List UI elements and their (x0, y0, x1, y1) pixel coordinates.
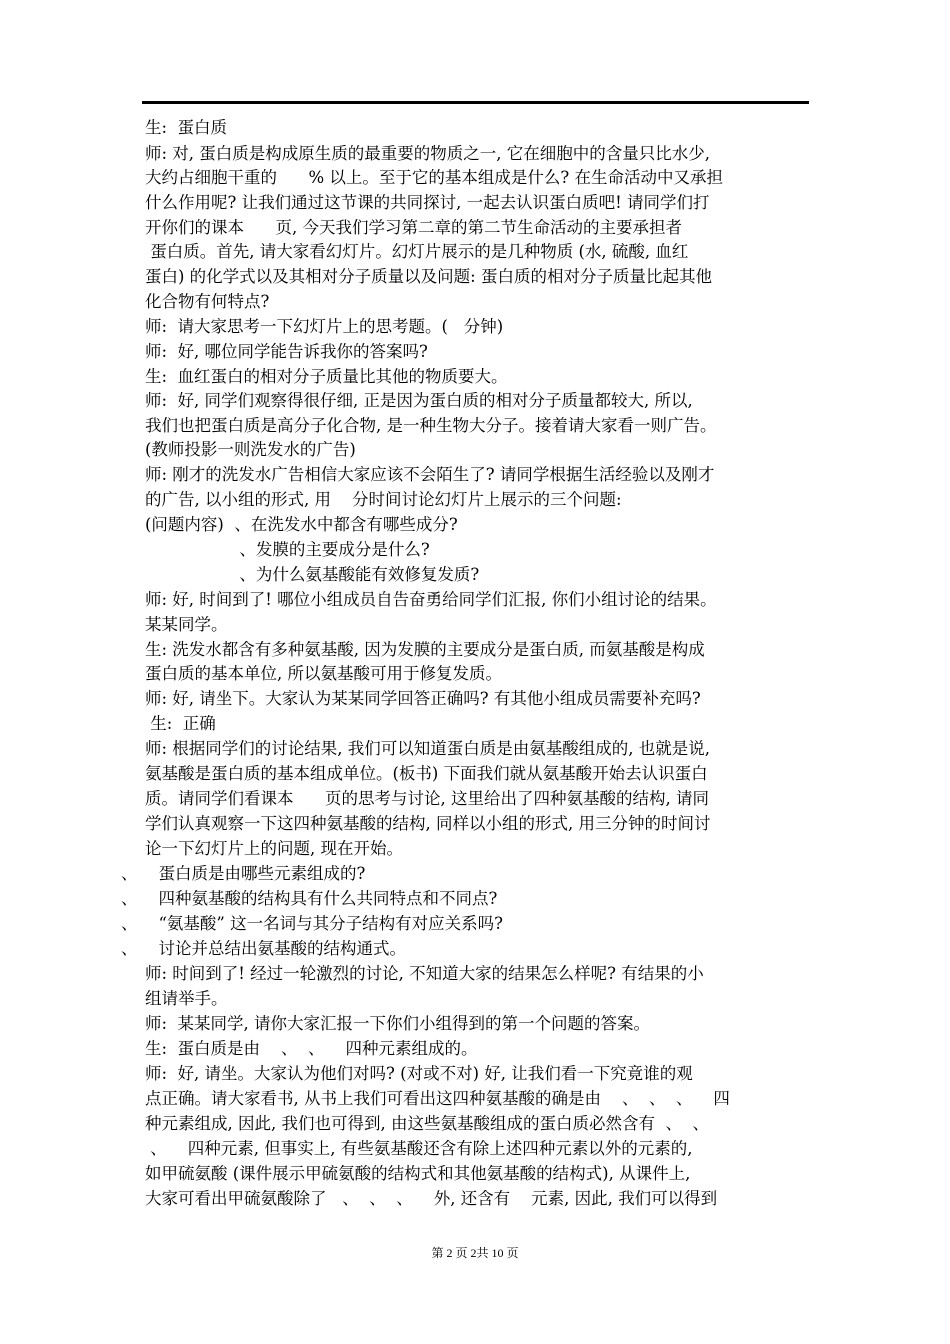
text-line: 蛋白) 的化学式以及其相对分子质量以及问题: 蛋白质的相对分子质量比起其他 (145, 267, 712, 286)
question-item: 、 蛋白质是由哪些元素组成的? (121, 864, 366, 883)
text-line: 生: 正确 (145, 714, 216, 733)
text-line: (教师投影一则洗发水的广告) (145, 440, 356, 459)
text-line: 生: 洗发水都含有多种氨基酸, 因为发膜的主要成分是蛋白质, 而氨基酸是构成 (145, 640, 705, 659)
question-item: 、 “氨基酸” 这一名词与其分子结构有对应关系吗? (121, 914, 503, 933)
text-line: 开你们的课本 页, 今天我们学习第二章的第二节生命活动的主要承担者 (145, 218, 682, 237)
page-footer: 第 2 页 2共 10 页 (431, 1246, 519, 1260)
text-line: 论一下幻灯片上的问题, 现在开始。 (145, 839, 403, 858)
text-line: 我们也把蛋白质是高分子化合物, 是一种生物大分子。接着请大家看一则广告。 (145, 416, 717, 435)
question-item: 、 四种氨基酸的结构具有什么共同特点和不同点? (121, 889, 498, 908)
text-line: 某某同学。 (145, 615, 228, 634)
text-line: 师: 好, 请坐。大家认为他们对吗? (对或不对) 好, 让我们看一下究竟谁的观 (145, 1064, 693, 1083)
text-line: 、发膜的主要成分是什么? (145, 540, 430, 559)
header-rule (142, 101, 809, 104)
text-line: 师: 刚才的洗发水广告相信大家应该不会陌生了? 请同学根据生活经验以及刚才 (145, 465, 715, 484)
text-line: 氨基酸是蛋白质的基本组成单位。(板书) 下面我们就从氨基酸开始去认识蛋白 (145, 764, 708, 783)
text-line: 生: 蛋白质 (145, 118, 228, 137)
text-line: 师: 好, 同学们观察得很仔细, 正是因为蛋白质的相对分子质量都较大, 所以, (145, 391, 693, 410)
text-line: 种元素组成, 因此, 我们也可得到, 由这些氨基酸组成的蛋白质必然含有 、 、 (145, 1114, 709, 1133)
text-line: 质。请同学们看课本 页的思考与讨论, 这里给出了四种氨基酸的结构, 请同 (145, 789, 709, 808)
text-line: 如甲硫氨酸 (课件展示甲硫氨酸的结构式和其他氨基酸的结构式), 从课件上, (145, 1164, 691, 1183)
text-line: (问题内容) 、在洗发水中都含有哪些成分? (145, 515, 458, 534)
text-line: 师: 好, 哪位同学能告诉我你的答案吗? (145, 342, 428, 361)
text-line: 学们认真观察一下这四种氨基酸的结构, 同样以小组的形式, 用三分钟的时间讨 (145, 814, 711, 833)
text-line: 师: 好, 时间到了! 哪位小组成员自告奋勇给同学们汇报, 你们小组讨论的结果。 (145, 590, 717, 609)
text-line: 师: 请大家思考一下幻灯片上的思考题。( 分钟) (145, 317, 504, 336)
text-line: 生: 血红蛋白的相对分子质量比其他的物质要大。 (145, 367, 508, 386)
text-line: 师: 对, 蛋白质是构成原生质的最重要的物质之一, 它在细胞中的含量只比水少, (145, 144, 711, 163)
text-line: 什么作用呢? 让我们通过这节课的共同探讨, 一起去认识蛋白质吧! 请同学们打 (145, 193, 710, 212)
text-line: 师: 时间到了! 经过一轮激烈的讨论, 不知道大家的结果怎么样呢? 有结果的小 (145, 964, 704, 983)
text-line: 蛋白质的基本单位, 所以氨基酸可用于修复发质。 (145, 664, 502, 683)
text-line: 生: 蛋白质是由 、 、 四种元素组成的。 (145, 1039, 478, 1058)
text-line: 师: 某某同学, 请你大家汇报一下你们小组得到的第一个问题的答案。 (145, 1014, 651, 1033)
text-line: 师: 根据同学们的讨论结果, 我们可以知道蛋白质是由氨基酸组成的, 也就是说, (145, 739, 711, 758)
text-line: 蛋白质。首先, 请大家看幻灯片。幻灯片展示的是几种物质 (水, 硫酸, 血红 (145, 242, 689, 261)
text-line: 、 四种元素, 但事实上, 有些氨基酸还含有除上述四种元素以外的元素的, (145, 1139, 693, 1158)
text-line: 大家可看出甲硫氨酸除了 、 、 、 外, 还含有 元素, 因此, 我们可以得到 (145, 1189, 718, 1208)
question-item: 、 讨论并总结出氨基酸的结构通式。 (121, 939, 406, 958)
text-line: 、为什么氨基酸能有效修复发质? (145, 565, 480, 584)
text-line: 点正确。请大家看书, 从书上我们可看出这四种氨基酸的确是由 、 、 、 四 (145, 1089, 730, 1108)
text-line: 的广告, 以小组的形式, 用 分时间讨论幻灯片上展示的三个问题: (145, 490, 622, 509)
text-line: 师: 好, 请坐下。大家认为某某同学回答正确吗? 有其他小组成员需要补充吗? (145, 689, 701, 708)
text-line: 化合物有何特点? (145, 292, 270, 311)
text-line: 组请举手。 (145, 989, 228, 1008)
text-line: 大约占细胞干重的 % 以上。至于它的基本组成是什么? 在生命活动中又承担 (145, 168, 723, 187)
